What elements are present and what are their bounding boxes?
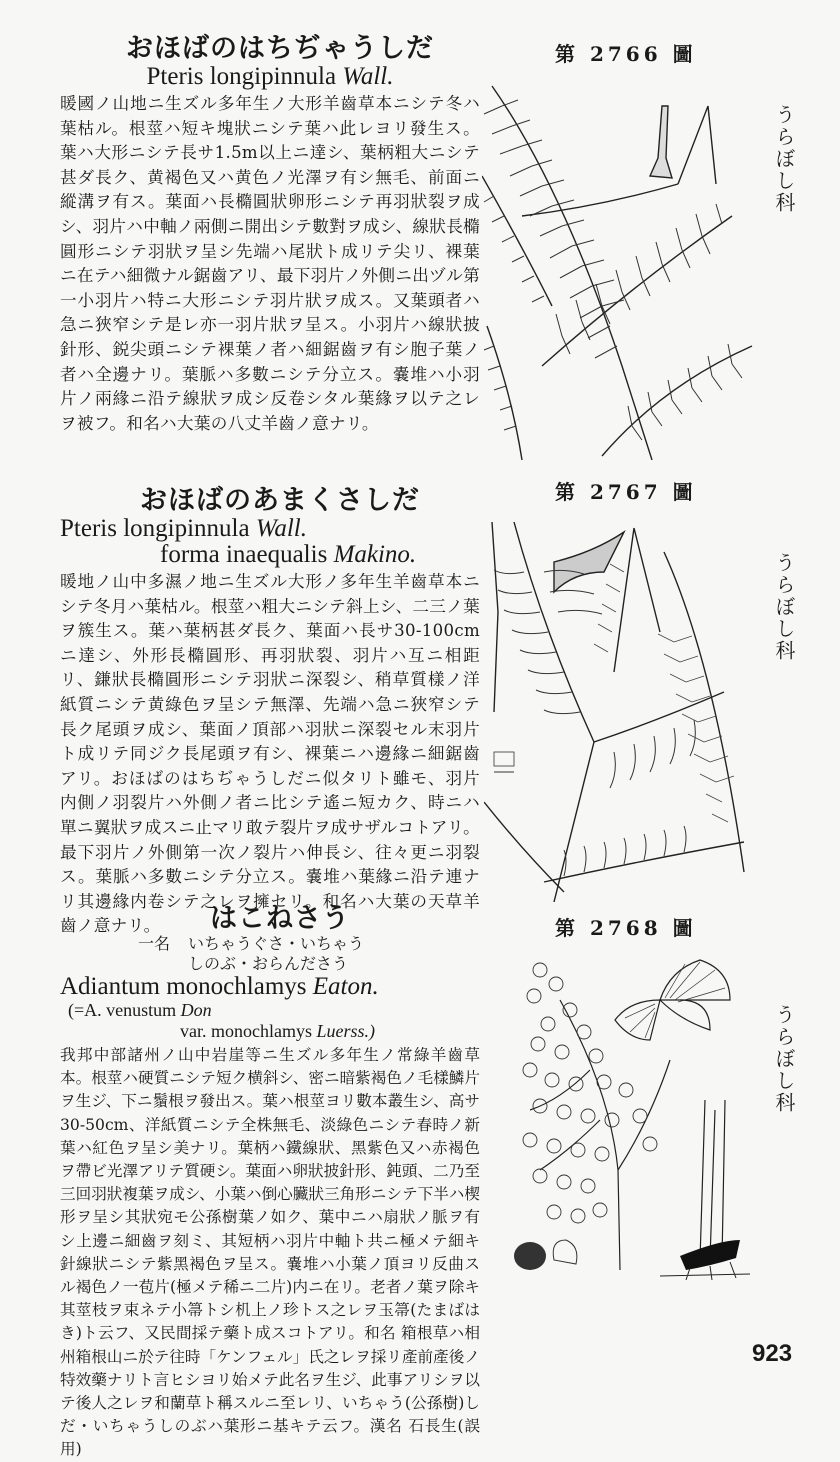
synonym: (=A. venustum Don var. monochlamys Luerss.) <box>68 1000 375 1041</box>
entry-2766 <box>60 34 480 436</box>
description: 暖地ノ山中多濕ノ地ニ生ズル大形ノ多年生羊齒草本ニシテ冬月ハ葉枯ル。根莖ハ粗大ニシテ斜上シ、二三ノ葉ヲ簇生ス。葉ハ葉柄甚ダ長ク、葉面ハ長サ30-100cmニ達シ、外形長橢圓形、再羽狀裂、羽片ハ互ニ相距リ、鎌狀長橢圓形ニシテ羽狀ニ深裂シ、稍草質樣ノ洋紙質ニシテ黄綠色ヲ呈シテ無澤、先端ハ急ニ狹窄シテ長ク尾頭ヲ成シ、葉面ノ頂部ハ羽狀ニ深裂セル末羽片ト成リテ同ジク長尾頭ヲ有シ、裸葉ニハ邊緣ニ細鋸齒アリ。おほばのはちぢゃうしだニ似タリト雖モ、羽片内側ノ羽裂片ハ外側ノ者ニ比シテ遙ニ短カク、時ニハ單ニ翼狀ヲ成スニ止マリ敢テ裂片ヲ成サザルコトアリ。最下羽片ノ外側第一次ノ裂片ハ伸長シ、往々更ニ羽裂ス。葉脈ハ多數ニシテ分立ス。嚢堆ハ葉緣ニ沿テ連ナリ其邊緣内卷シテ之レヲ擁セリ。和名ハ大葉の天草羊齒ノ意ナリ。 <box>60 572 480 936</box>
scientific-name: Pteris longipinnula Wall. <box>146 63 394 90</box>
fern-illustration-2767 <box>484 512 752 902</box>
fern-illustration-2768 <box>500 940 760 1280</box>
family-label: うらぼし科 <box>772 104 796 214</box>
jp-name: おほばのはちぢゃうしだ <box>126 33 434 64</box>
entry-2768 <box>60 904 480 1462</box>
figure-label-2766: 第 2766 圖 <box>555 42 697 66</box>
entry-2767 <box>60 486 480 939</box>
fern-illustration-2766 <box>482 66 754 460</box>
page-number: 923 <box>752 1340 793 1367</box>
alternate-names: 一名 いちゃうぐさ・いちゃう しのぶ・おらんださう <box>137 934 365 973</box>
description: 暖國ノ山地ニ生ズル多年生ノ大形羊齒草本ニシテ冬ハ葉枯ル。根莖ハ短キ塊狀ニシテ葉ハ此レヨリ發生ス。葉ハ大形ニシテ長サ1.5m以上ニ達シ、葉柄粗大ニシテ甚ダ長ク、黄褐色又ハ黄色ノ光澤ヲ有シ無毛、前面ニ縱溝ヲ有ス。葉面ハ長橢圓狀卵形ニシテ再羽狀裂ヲ成シ、羽片ハ中軸ノ兩側ニ開出シテ數對ヲ成シ、線狀長橢圓形ニシテ羽狀ヲ呈シ先端ハ尾狀ト成リテ尖リ、裸葉ニ在テハ細微ナル鋸齒アリ、最下羽片ノ外側ニ出ヅル第一小羽片ハ特ニ大形ニシテ羽片狀ヲ成ス。又葉頭者ハ急ニ狹窄シテ是レ亦一羽片狀ヲ呈ス。小羽片ハ線狀披針形、鋭尖頭ニシテ裸葉ノ者ハ細鋸齒ヲ有シ胞子葉ノ者ハ全邊ナリ。葉脈ハ多數ニシテ分立ス。嚢堆ハ小羽片ノ兩緣ニ沿テ線狀ヲ成シ反卷シタル葉緣ヲ以テ之レヲ被フ。和名ハ大葉の八丈羊齒ノ意ナリ。 <box>60 94 480 433</box>
figure-label-2768: 第 2768 圖 <box>555 916 697 940</box>
family-label: うらぼし科 <box>772 1004 796 1114</box>
forma-name: forma inaequalis Makino. <box>160 541 417 568</box>
scientific-name: Pteris longipinnula Wall. <box>60 515 307 542</box>
jp-name: おほばのあまくさしだ <box>140 485 420 516</box>
figure-label-2767: 第 2767 圖 <box>555 480 697 504</box>
family-label: うらぼし科 <box>772 552 796 662</box>
description: 我邦中部諸州ノ山中岩崖等ニ生ズル多年生ノ常綠羊齒草本。根莖ハ硬質ニシテ短ク横斜シ、密ニ暗紫褐色ノ毛樣鱗片ヲ生ジ、下ニ鬚根ヲ發出ス。葉ハ根莖ヨリ數本叢生シ、高サ30-50cm、洋紙質ニシテ全株無毛、淡綠色ニシテ春時ノ新葉ハ紅色ヲ呈シ美ナリ。葉柄ハ鐵線狀、黑紫色又ハ赤褐色ヲ帶ビ光澤アリテ質硬シ。葉面ハ卵狀披針形、鈍頭、二乃至三回羽狀複葉ヲ成シ、小葉ハ倒心臟狀三角形ニシテ下半ハ楔形ヲ呈シ其狀宛モ公孫樹葉ノ如ク、葉中ニハ扇狀ノ脈ヲ有シ上邊ニ細齒ヲ刻ミ、其短柄ハ羽片中軸ト共ニ極メテ細キ針線狀ニシテ紫黑褐色ヲ呈ス。嚢堆ハ小葉ノ頂ヨリ反曲スル褐色ノ一苞片(極メテ稀ニ二片)内ニ在リ。老者ノ葉ヲ除キ其莖枝ヲ束ネテ小箒トシ机上ノ珍トス之レヲ玉箒(たまばはき)ト云フ、又民間採テ藥ト成スコトアリ。和名 箱根草ハ相州箱根山ニ於テ往時「ケンフェル」氏之レヲ採リ產前產後ノ特效藥ナリト言ヒシヨリ始メテ此名ヲ生ジ、此事アリシヲ以テ後人之レヲ和蘭草ト稱スルニ至レリ、いちゃう(公孫樹)しだ・いちゃうしのぶハ葉形ニ基キテ云フ。漢名 石長生(誤用) <box>60 1046 480 1459</box>
scientific-name: Adiantum monochlamys Eaton. <box>60 973 379 1000</box>
jp-name: はこねさう <box>210 903 350 934</box>
